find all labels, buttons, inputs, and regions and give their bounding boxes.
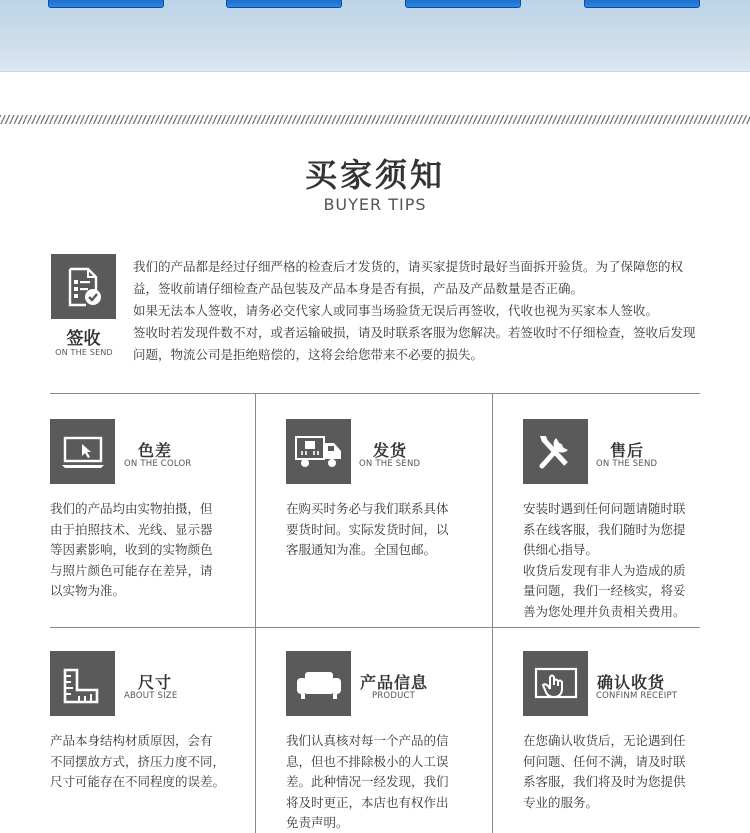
cell-title: 售后 [610, 441, 645, 460]
banner-tab[interactable] [584, 0, 700, 8]
cell-line: 息，但也不排除极小的人工误 [286, 753, 449, 769]
cell-line: 等因素影响，收到的实物颜色 [50, 542, 213, 557]
cell-line: 要货时间。实际发货时间，以 [286, 521, 449, 537]
cell-sublabel: ON THE COLOR [124, 459, 192, 469]
delivery-truck-icon [286, 419, 351, 484]
cell-line: 在您确认收货后，无论遇到任 [523, 733, 686, 748]
cell-line: 产品本身结构材质原因，会有 [50, 733, 213, 748]
cell-line: 系在线客服，我们随时为您提 [523, 521, 686, 537]
grid-divider [255, 393, 256, 833]
cell-text [286, 499, 486, 561]
hand-touch-icon [523, 651, 588, 716]
grid-divider [50, 393, 700, 394]
cell-text [523, 731, 703, 813]
intro-sublabel: ON THE SEND [55, 348, 113, 357]
cell-line: 免责声明。 [286, 815, 349, 830]
cell-line: 系客服，我们将及时为您提供 [523, 774, 686, 789]
intro-paragraph: 我们的产品都是经过仔细严格的检查后才发货的，请买家提货时最好当面拆开验货。为了保障您的权益，签收前请仔细检查产品包装及产品本身是否有损，产品及产品数量是否正确。 [133, 259, 684, 296]
cell-sublabel: PRODUCT [372, 691, 416, 701]
document-check-icon [51, 254, 116, 319]
cell-line: 不同摆放方式，挤压力度不同， [50, 753, 226, 769]
cell-sublabel: ABOUT SIZE [124, 691, 178, 701]
cell-sublabel: ON THE SEND [359, 459, 421, 469]
cell-line: 将及时更正，本店也有权作出 [286, 794, 449, 810]
sofa-icon [286, 651, 351, 716]
top-banner [0, 0, 750, 72]
cell-line: 我们认真核对每一个产品的信 [286, 733, 449, 748]
hatched-divider [0, 115, 750, 124]
cell-title: 确认收货 [597, 673, 666, 692]
cell-line: 专业的服务。 [523, 794, 599, 810]
cell-line: 我们的产品均由实物拍摄，但 [50, 501, 213, 516]
cell-sublabel: CONFINM RECEIPT [596, 691, 678, 701]
cell-text [50, 499, 250, 602]
cell-line: 客服通知为准。全国包邮。 [286, 542, 437, 557]
cell-title: 产品信息 [360, 673, 429, 692]
page-subtitle: BUYER TIPS [323, 195, 427, 214]
banner-tab[interactable] [48, 0, 164, 8]
cell-line: 收货后发现有非人为造成的质 [523, 562, 686, 578]
cell-line: 差。此种情况一经发现，我们 [286, 774, 449, 789]
cell-line: 量问题，我们一经核实，将妥 [523, 583, 686, 598]
intro-paragraph: 签收时若发现件数不对，或者运输破损，请及时联系客服为您解决。若签收时不仔细检查，签收后发现问题，物流公司是拒绝赔偿的，这将会给您带来不必要的损失。 [133, 325, 696, 362]
cell-line: 在购买时务必与我们联系具体 [286, 501, 449, 516]
banner-tab[interactable] [226, 0, 342, 8]
page-title: 买家须知 [304, 156, 445, 194]
cell-line: 何问题、任何不满，请及时联 [523, 753, 686, 769]
cell-line: 安装时遇到任何问题请随时联 [523, 501, 686, 516]
cell-text [286, 731, 486, 833]
monitor-cursor-icon [50, 419, 115, 484]
intro-text [133, 256, 703, 366]
cell-line: 与照片颜色可能存在差异，请 [50, 562, 213, 578]
cell-text [50, 731, 250, 793]
cell-title: 发货 [373, 441, 408, 460]
intro-label: 签收 [66, 329, 101, 349]
intro-paragraph: 如果无法本人签收，请务必交代家人或同事当场验货无误后再签收，代收也视为买家本人签收。 [133, 303, 659, 318]
wrench-screwdriver-icon [523, 419, 588, 484]
cell-line: 以实物为准。 [50, 583, 126, 598]
cell-title: 尺寸 [138, 673, 173, 692]
ruler-icon [50, 651, 115, 716]
cell-line: 由于拍照技术、光线、显示器 [50, 521, 213, 537]
tips-grid [50, 393, 700, 833]
cell-text [523, 499, 703, 622]
grid-divider [50, 627, 700, 628]
cell-line: 善为您处理并负责相关费用。 [523, 603, 686, 619]
cell-line: 尺寸可能存在不同程度的误差。 [50, 774, 226, 789]
cell-sublabel: ON THE SEND [596, 459, 658, 469]
grid-divider [492, 393, 493, 833]
banner-tab[interactable] [405, 0, 521, 8]
cell-line: 供细心指导。 [523, 542, 599, 557]
cell-title: 色差 [138, 441, 173, 460]
